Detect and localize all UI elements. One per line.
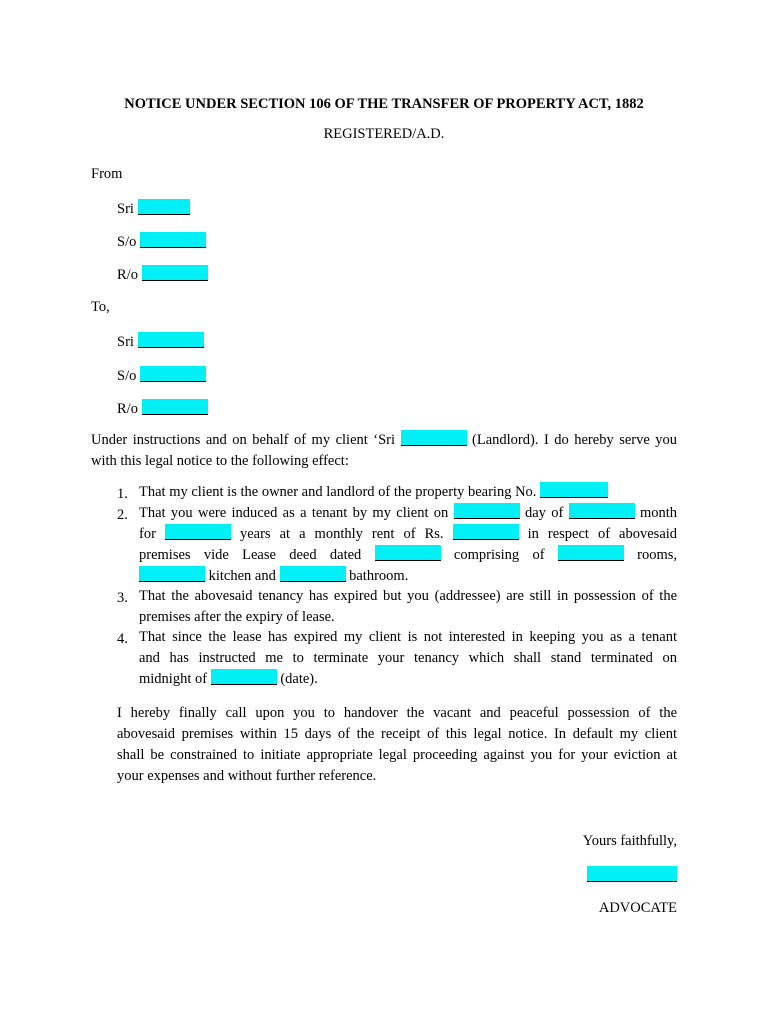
to-so-label: S/o [117,368,137,384]
kitchen-count-field[interactable] [139,566,205,582]
item-2-text-e: years at a monthly rent of Rs. [239,526,444,542]
from-sri-row [117,199,190,218]
closing-line-2: abovesaid premises within 15 days of the receipt of this legal notice. In default my client [117,726,677,742]
item-1 [139,482,677,503]
item-1-number: 1. [117,486,128,502]
item-3-number: 3. [117,590,128,606]
signoff: Yours faithfully, [582,833,677,849]
property-number-field[interactable] [540,482,608,498]
advocate-signature-field[interactable] [587,866,677,882]
item-2-text-k: bathroom. [349,568,409,584]
item-2-text-c: month [639,505,678,521]
advocate-label: ADVOCATE [598,900,677,916]
item-4-text-c: midnight of [139,671,208,687]
rooms-count-field[interactable] [558,545,624,561]
from-sri-field[interactable] [138,199,190,215]
closing-line-3: shall be constrained to initiate appropriate legal proceeding against you for your eviction at [117,747,677,763]
to-ro-field[interactable] [142,399,208,415]
item-4-text-d: (date). [280,671,318,687]
to-ro-label: R/o [117,401,138,417]
from-ro-field[interactable] [142,265,208,281]
from-so-field[interactable] [140,232,206,248]
item-2-text-d: for [139,526,156,542]
to-so-field[interactable] [140,366,206,382]
item-1-text: That my client is the owner and landlord of the property bearing No. [139,484,537,500]
item-4-text-a: That since the lease has expired my client is not interested in keeping you as a tenant [139,629,677,645]
from-so-row [117,232,206,251]
closing-paragraph [117,703,677,787]
item-4 [139,627,677,690]
monthly-rent-field[interactable] [453,524,519,540]
item-3-text-b: premises after the expiry of lease. [139,609,335,625]
item-4-text-b: and has instructed me to terminate your tenancy which shall stand terminated on [139,650,677,666]
document-subtitle: REGISTERED/A.D. [323,126,445,142]
item-2-number: 2. [117,507,128,523]
to-sri-row [117,332,204,351]
lease-date-field[interactable] [375,545,441,561]
document-title: NOTICE UNDER SECTION 106 OF THE TRANSFER OF PROPERTY ACT, 1882 [124,96,644,112]
item-2-text-f: in respect of abovesaid [527,526,678,542]
to-label: To, [91,299,110,315]
intro-text-2: (Landlord). I do hereby serve you [472,432,678,448]
termination-date-field[interactable] [211,669,277,685]
from-ro-row [117,265,208,284]
from-so-label: S/o [117,234,137,250]
tenancy-day-field[interactable] [454,503,520,519]
tenancy-month-field[interactable] [569,503,635,519]
item-2-text-i: rooms, [637,547,678,563]
closing-line-4: your expenses and without further reference. [117,768,377,784]
to-sri-field[interactable] [138,332,204,348]
to-ro-row [117,399,208,418]
bathroom-count-field[interactable] [280,566,346,582]
item-3 [139,586,677,628]
item-2-text-g: premises vide Lease deed dated [139,547,362,563]
item-2-text-b: day of [524,505,564,521]
item-2-text-j: kitchen and [208,568,276,584]
item-4-number: 4. [117,631,128,647]
client-name-field[interactable] [401,430,467,446]
item-2-text-h: comprising of [453,547,545,563]
signature-row [587,866,677,885]
tenancy-years-field[interactable] [165,524,231,540]
to-sri-label: Sri [117,334,134,350]
closing-line-1: I hereby finally call upon you to handover the vacant and peaceful possession of the [117,705,677,721]
from-sri-label: Sri [117,201,134,217]
from-ro-label: R/o [117,267,138,283]
intro-text-3: with this legal notice to the following effect: [91,453,349,469]
item-2 [139,503,677,587]
to-so-row [117,366,206,385]
intro-text-1: Under instructions and on behalf of my client ‘Sri [91,432,396,448]
from-label: From [91,166,123,182]
item-2-text-a: That you were induced as a tenant by my client on [139,505,449,521]
intro-paragraph [91,430,677,472]
item-3-text-a: That the abovesaid tenancy has expired but you (addressee) are still in possession of the [139,588,677,604]
